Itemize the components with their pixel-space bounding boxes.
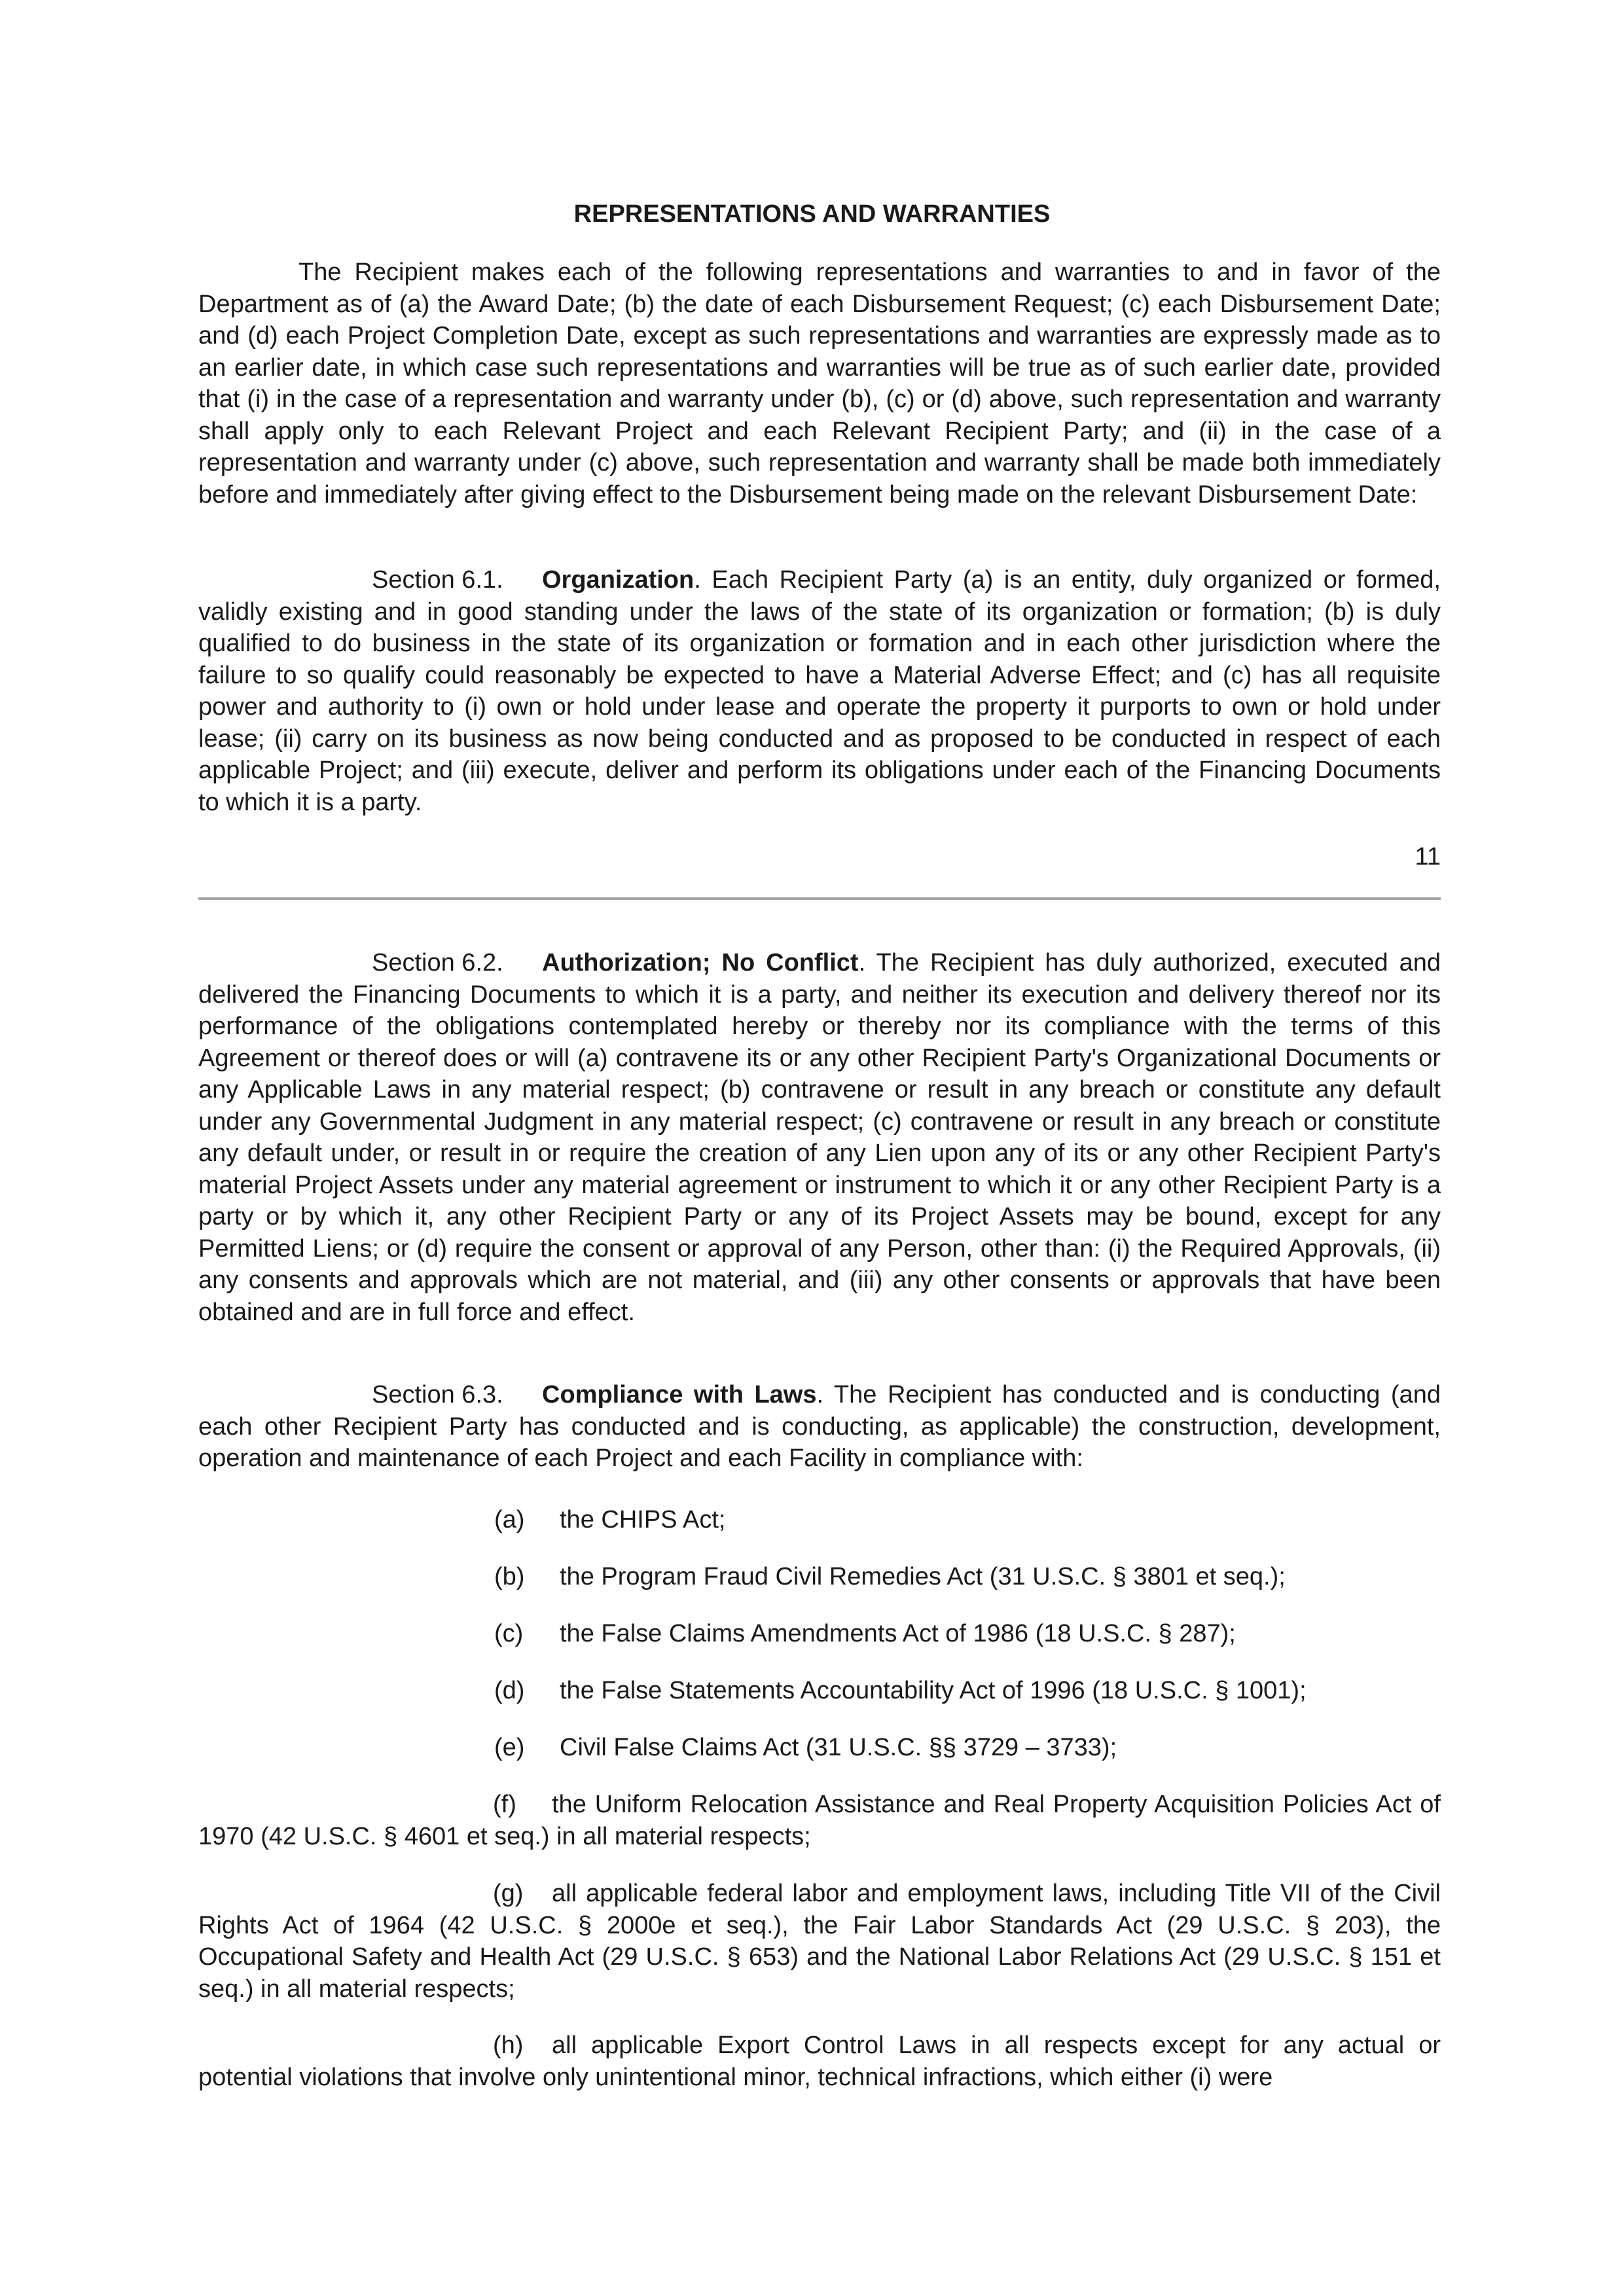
list-item-long (198, 1878, 1441, 2005)
page-heading: REPRESENTATIONS AND WARRANTIES (573, 200, 1051, 228)
section-body: . Each Recipient Party (a) is an entity, duly organized or formed, validly existing and in good standing under the laws of the state of its organization or formation; (b) is duly qualified to do business in the state of its organization or formation and in each other jurisdiction where the failure to so qualify could reasonably be expected to have a Material Adverse Effect; and (c) has all requisite power and authority to (i) own or hold under lease and operate the property it purports to own or hold under lease; (ii) carry on its business as now being conducted and as proposed to be conducted in respect of each applicable Project; and (iii) execute, deliver and perform its obligations under each of the Financing Documents to which it is a party. (198, 566, 1441, 816)
list-text: the False Claims Amendments Act of 1986 (18 U.S.C. § 287); (560, 1620, 1236, 1647)
list-item (494, 1504, 1441, 1535)
section-body: . The Recipient has conducted and is conducting (and each other Recipient Party has conducted and is conducting, as applicable) the construction, development, operation and maintenance of each Project and each Facility in compliance with: (198, 1381, 1441, 1472)
list-label: (h) (493, 2032, 524, 2059)
section-title: Organization (542, 566, 695, 594)
page-break-divider (198, 897, 1441, 900)
section-6-2 (198, 947, 1441, 1328)
list-item (494, 1561, 1441, 1592)
list-item (494, 1675, 1441, 1706)
list-label: (a) (494, 1506, 525, 1534)
list-item-long (198, 2030, 1441, 2093)
section-6-3 (198, 1379, 1441, 1475)
list-text: the CHIPS Act; (560, 1506, 726, 1534)
list-label: (d) (494, 1677, 525, 1704)
list-label: (b) (494, 1563, 525, 1590)
section-body: . The Recipient has duly authorized, executed and delivered the Financing Documents to which it is a party, and neither its execution and delivery thereof nor its performance of the obligations contemplated hereby or thereby nor its compliance with the terms of this Agreement or thereof does or will (a) contravene its or any other Recipient Party's Organizational Documents or any Applicable Laws in any material respect; (b) contravene or result in any breach or constitute any default under any Governmental Judgment in any material respect; (c) contravene or result in any breach or constitute any default under, or result in or require the creation of any Lien upon any of its or any other Recipient Party's material Project Assets under any material agreement or instrument to which it or any other Recipient Party is a party or by which it, any other Recipient Party or any of its Project Assets may be bound, except for any Permitted Liens; or (d) require the consent or approval of any Person, other than: (i) the Required Approvals, (ii) any consents and approvals which are not material, and (iii) any other consents or approvals that have been obtained and are in full force and effect. (198, 949, 1441, 1326)
section-number: Section 6.3. (372, 1381, 503, 1408)
list-label: (e) (494, 1734, 525, 1761)
list-text: all applicable federal labor and employment laws, including Title VII of the Civil Rights Act of 1964 (42 U.S.C. § 2000e et seq.), the Fair Labor Standards Act (29 U.S.C. § 203), the Occupational Safety and Health Act (29 U.S.C. § 653) and the National Labor Relations Act (29 U.S.C. § 151 et seq.) in all material respects; (198, 1880, 1441, 2003)
list-text: Civil False Claims Act (31 U.S.C. §§ 3729 – 3733); (560, 1734, 1117, 1761)
section-6-1 (198, 564, 1441, 818)
list-label: (c) (494, 1620, 524, 1647)
section-title: Compliance with Laws (542, 1381, 817, 1408)
list-label: (f) (493, 1791, 516, 1818)
list-item (494, 1732, 1441, 1763)
list-text: the Uniform Relocation Assistance and Real Property Acquisition Policies Act of 1970 (42 U.S.C. § 4601 et seq.) in all material respects; (198, 1791, 1441, 1850)
list-text: the Program Fraud Civil Remedies Act (31 U.S.C. § 3801 et seq.); (560, 1563, 1286, 1590)
section-title: Authorization; No Conflict (542, 949, 859, 977)
list-label: (g) (493, 1880, 524, 1907)
list-item-long (198, 1789, 1441, 1852)
section-number: Section 6.1. (372, 566, 503, 594)
list-text: all applicable Export Control Laws in all respects except for any actual or potential violations that involve only unintentional minor, technical infractions, which either (i) were (198, 2032, 1441, 2091)
list-text: the False Statements Accountability Act of 1996 (18 U.S.C. § 1001); (560, 1677, 1307, 1704)
intro-paragraph: The Recipient makes each of the following representations and warranties to and in favor of the Department as of (a) the Award Date; (b) the date of each Disbursement Request; (c) each Disbursement Date; and (d) each Project Completion Date, except as such representations and warranties are expressly made as to an earlier date, in which case such representations and warranties will be true as of such earlier date, provided that (i) in the case of a representation and warranty under (b), (c) or (d) above, such representation and warranty shall apply only to each Relevant Project and each Relevant Recipient Party; and (ii) in the case of a representation and warranty under (c) above, such representation and warranty shall be made both immediately before and immediately after giving effect to the Disbursement being made on the relevant Disbursement Date: (198, 259, 1441, 509)
page-number: 11 (1415, 843, 1441, 870)
list-item (494, 1618, 1441, 1649)
section-number: Section 6.2. (372, 949, 503, 977)
